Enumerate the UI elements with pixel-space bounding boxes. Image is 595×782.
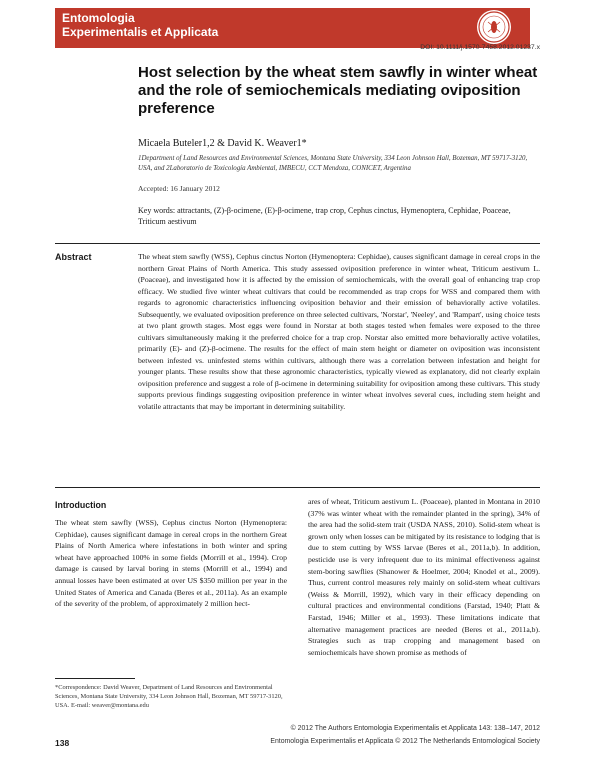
intro-paragraph-2: ares of wheat, Triticum aestivum L. (Poaceae), planted in Montana in 2010 (37% was winter wheat with the remainder planted in the spring), 34% of the area had the solid-stem trait (USDA NASS, 2010). Solid-stem wheat is grown only when losses can be mitigated by its resistance to lodging that is due to stem cutting by WSS larvae (Beres et al., 2011a,b). In addition, pesticide use is very infrequent due to its minimal effectiveness against stem-boring sawflies (Shanower & Hoelmer, 2004; Knodel et al., 2009). Thus, current control measures rely mainly on solid-stem wheat cultivars (Weiss & Morrill, 1992), which vary in their efficacy depending on cultural practices and environmental conditions (Farstad, 1940; Platt & Farstad, 1946; Miller et al., 1993). These limitations indicate that alternative management practices are needed (Beres et al., 2011a,b). Strategies such as trap cropping and management based on semiochemicals have shown promise as methods of bbox=[308, 497, 540, 657]
affiliations: 1Department of Land Resources and Environmental Sciences, Montana State University, 334 Leon Johnson Hall, Bozeman, MT 59717-3120, USA, and 2Laboratorio de Toxicología Ambiental, IMBECU, CCT Mendoza, CONICET, Argentina bbox=[138, 155, 528, 172]
intro-column-1 bbox=[55, 517, 287, 610]
footnote-rule bbox=[55, 678, 135, 679]
journal-name-line1: Entomologia bbox=[62, 11, 135, 25]
accepted-date: Accepted: 16 January 2012 bbox=[138, 184, 220, 193]
journal-name bbox=[62, 11, 218, 39]
page-number: 138 bbox=[55, 738, 70, 748]
correspondence-footnote: *Correspondence: David Weaver, Department of Land Resources and Environmental Sciences, Montana State University, 334 Leon Johnson Hall, Bozeman, MT 59717-3120, USA. E-mail: weaver@montana.edu bbox=[55, 684, 283, 709]
intro-column-2 bbox=[308, 496, 540, 658]
journal-name-line2: Experimentalis et Applicata bbox=[62, 25, 219, 39]
intro-paragraph-1: The wheat stem sawfly (WSS), Cephus cinctus Norton (Hymenoptera: Cephidae), causes significant damage in cereal crops in the northern Great Plains of North America where infestations in both winter and spring wheat have approached 100% in some fields (Morrill et al., 1994). Crop damage is caused by larval boring in stems (Morrill et al., 1994) and annual losses have been estimated at over US $350 million per year in the United States of America and Canada (Beres et al., 2011a). As an example of the severity of the problem, of approximately 2 million hect- bbox=[55, 518, 287, 609]
doi: DOI: 10.1111/j.1570-7458.2012.01237.x bbox=[420, 44, 540, 51]
authors: Micaela Buteler1,2 & David K. Weaver1* bbox=[138, 138, 307, 149]
abstract-text: The wheat stem sawfly (WSS), Cephus cinctus Norton (Hymenoptera: Cephidae), causes significant damage in cereal crops in the northern Great Plains of North America. This study assessed oviposition preference in winter wheat, Triticum aestivum L. (Poaceae), and investigated how it is affected by the emission of semiochemicals, with the overall goal of enhancing trap crop efficacy. We studied five winter wheat cultivars that could be recommended as trap crops for WSS and compared them with regards to agronomic characteristics influencing oviposition behavior and their emission of behaviorally active volatiles. Subsequently, we evaluated oviposition preference on three selected cultivars, 'Norstar', 'Neeley', and 'Rampart', using choice tests at two plant growth stages. Most eggs were found in Norstar at both stages tested when females were exposed to the three cultivars simultaneously making it the preferred choice for a trap crop. Norstar also emitted more behaviorally active volatiles, primarily (E)- and (Z)-β-ocimene. The results for the effect of main stem height or diameter on oviposition was inconsistent between infested vs. uninfested stems within cultivars, although there was a correlation between infestation and height for younger plants. These results show that these agronomic characteristics, typically viewed as explanatory, did not clearly explain oviposition preference and suggest a role of β-ocimene in determining suitability for oviposition among these cultivars. This study supports previous findings suggesting oviposition preference in winter wheat involves several cues, including stem height and volatile attractants that may be important in determining suitability. bbox=[138, 252, 540, 411]
abstract-label: Abstract bbox=[55, 252, 92, 262]
abstract-bottom-rule bbox=[55, 487, 540, 488]
introduction-heading: Introduction bbox=[55, 500, 107, 510]
footer-copyright-authors: © 2012 The Authors Entomologia Experimentalis et Applicata 143: 138–147, 2012 bbox=[290, 725, 540, 732]
abstract-top-rule bbox=[55, 243, 540, 244]
society-logo-icon bbox=[477, 10, 511, 44]
keywords: Key words: attractants, (Z)-β-ocimene, (E)-β-ocimene, trap crop, Cephus cinctus, Hymenoptera, Cephidae, Poaceae, Triticum aestivum bbox=[138, 206, 511, 226]
article-title: Host selection by the wheat stem sawfly in winter wheat and the role of semiochemicals mediating oviposition preference bbox=[138, 64, 538, 117]
footer-copyright-society: Entomologia Experimentalis et Applicata © 2012 The Netherlands Entomological Society bbox=[270, 738, 540, 745]
